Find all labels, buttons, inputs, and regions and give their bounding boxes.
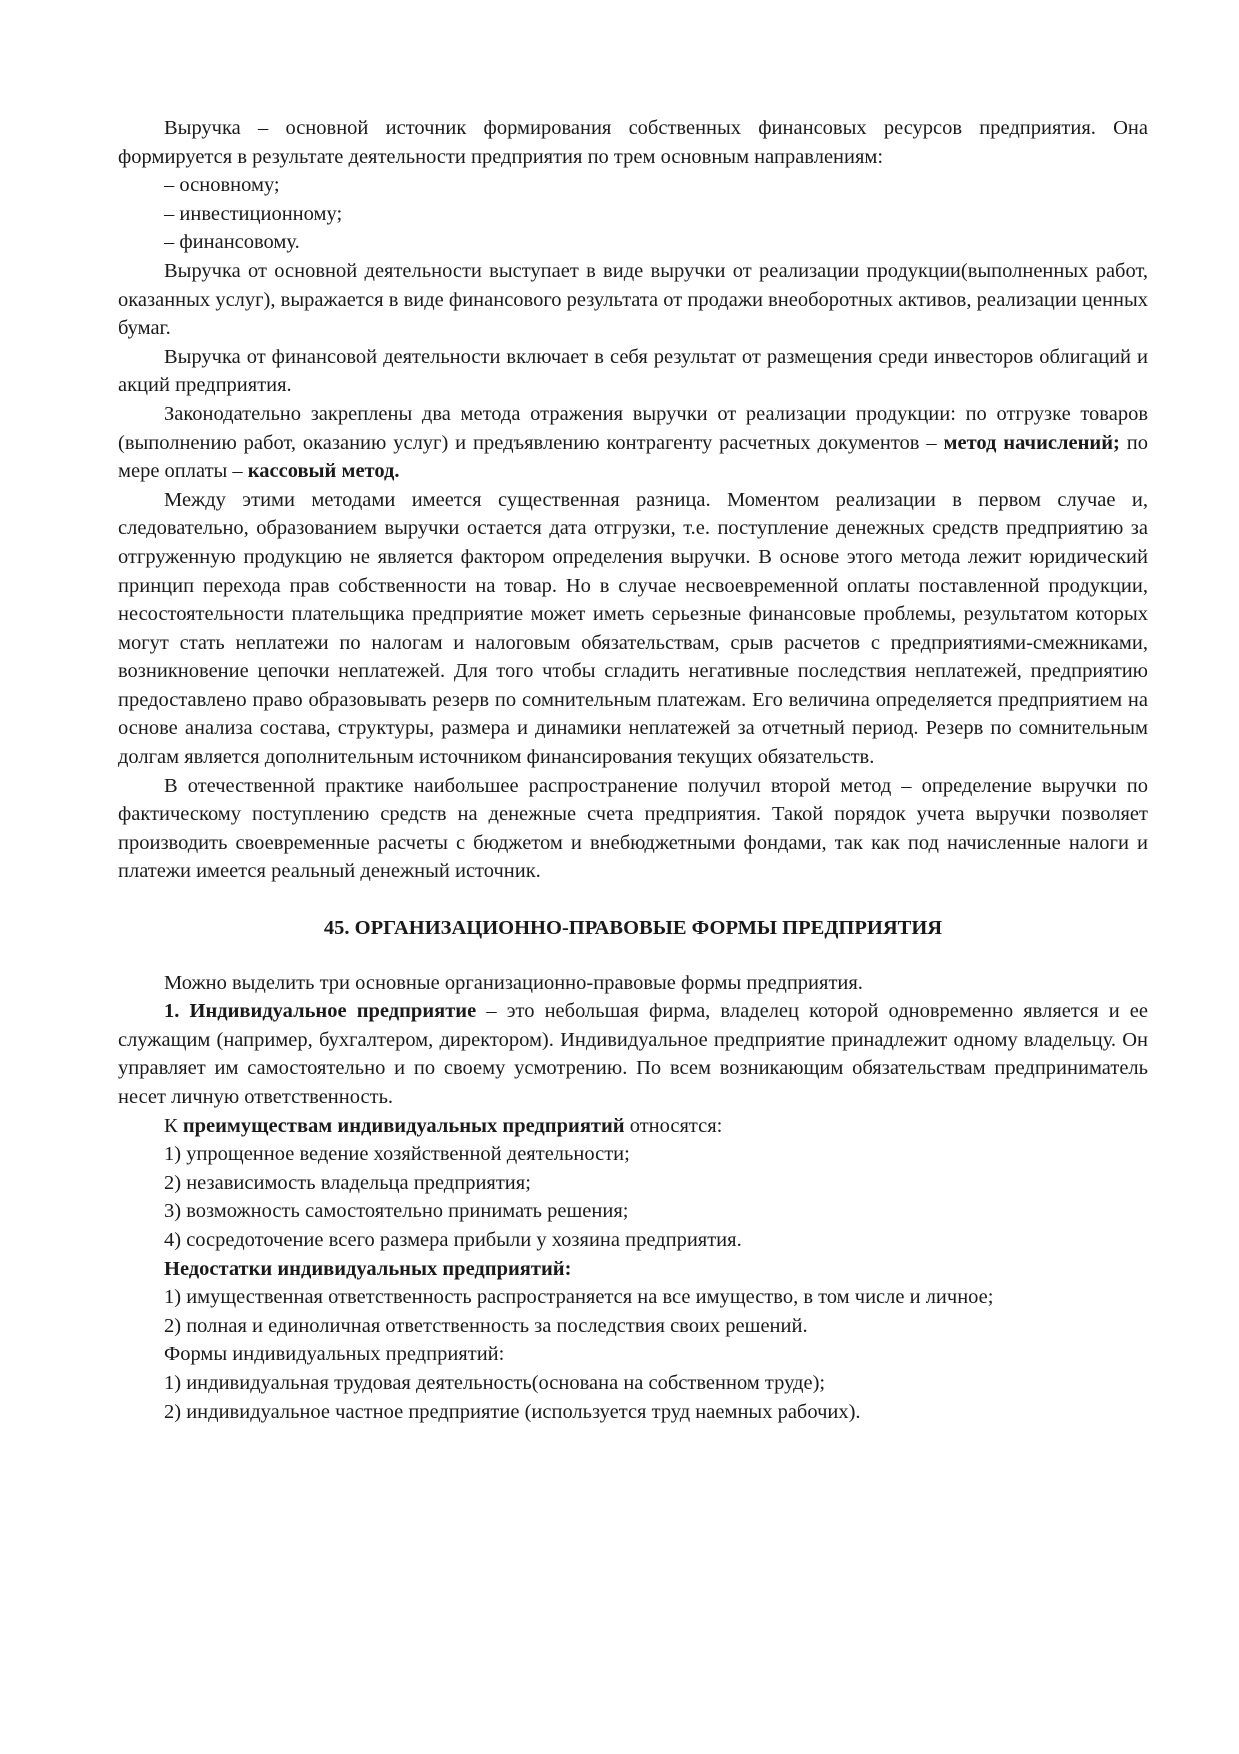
- disadvantage-item: 2) полная и единоличная ответственность за последствия своих решений.: [164, 1314, 808, 1337]
- disadvantages-heading: [118, 1255, 1148, 1284]
- disadvantages-term: Недостатки индивидуальных предприятий:: [164, 1257, 572, 1280]
- individual-enterprise-term: 1. Индивидуальное предприятие: [164, 1000, 477, 1023]
- advantages-term: преимуществам индивидуальных предприятий: [182, 1114, 625, 1137]
- advantages-prefix: К: [164, 1114, 183, 1137]
- methods-text-2: по мере оплаты –: [118, 431, 1149, 483]
- advantage-item: 1) упрощенное ведение хозяйственной деятельности;: [164, 1143, 630, 1166]
- paragraph-forms-intro: Можно выделить три основные организационно-правовые формы предприятия.: [164, 971, 863, 994]
- list-item-main: – основному;: [164, 174, 280, 197]
- document-page: [118, 114, 1148, 1426]
- paragraph-advantages-intro: [118, 1112, 1148, 1141]
- section-heading: 45. ОРГАНИЗАЦИОННО-ПРАВОВЫЕ ФОРМЫ ПРЕДПРИЯТИЯ: [323, 917, 943, 940]
- list-item-financial: – финансовому.: [164, 231, 300, 254]
- paragraph-individual-enterprise: [118, 997, 1148, 1111]
- advantage-item: 2) независимость владельца предприятия;: [164, 1171, 531, 1194]
- advantage-item: 3) возможность самостоятельно принимать решения;: [164, 1200, 629, 1223]
- accrual-method-term: метод начислений;: [943, 431, 1120, 454]
- methods-text-1: Законодательно закреплены два метода отражения выручки от реализации продукции: по отгрузке товаров (выполнению работ, оказанию услуг) и предъявлению контрагенту расчетных документов –: [118, 402, 1148, 454]
- paragraph-main-activity: Выручка от основной деятельности выступает в виде выручки от реализации продукции(выполненных работ, оказанных услуг), выражается в виде финансового результата от продажи внеоборотных активов, реализации ценных бумаг.: [118, 259, 1148, 340]
- paragraph-financial-activity: Выручка от финансовой деятельности включает в себя результат от размещения среди инвесторов облигаций и акций предприятия.: [118, 345, 1148, 397]
- paragraph-revenue-intro: Выручка – основной источник формирования собственных финансовых ресурсов предприятия. Она формируется в результате деятельности предприятия по трем основным направлениям:: [118, 117, 1148, 168]
- advantages-suffix: относятся:: [624, 1114, 723, 1137]
- form-item: 1) индивидуальная трудовая деятельность(основана на собственном труде);: [164, 1371, 826, 1394]
- individual-enterprise-text: – это небольшая фирма, владелец которой одновременно является и ее служащим (например, бухгалтером, директором). Индивидуальное предприятие принадлежит одному владельцу. Он управляет им самостоятельно и по своему усмотрению. По всем возникающим обязательствам предприниматель несет личную ответственность.: [118, 1000, 1148, 1108]
- disadvantage-item: 1) имущественная ответственность распространяется на все имущество, в том числе и личное;: [164, 1286, 994, 1309]
- advantage-item: 4) сосредоточение всего размера прибыли у хозяина предприятия.: [164, 1228, 742, 1251]
- paragraph-domestic-practice: В отечественной практике наибольшее распространение получил второй метод – определение выручки по фактическому поступлению средств на денежные счета предприятия. Такой порядок учета выручки позволяет производить своевременные расчеты с бюджетом и внебюджетными фондами, так как под начисленные налоги и платежи имеется реальный денежный источник.: [118, 774, 1148, 883]
- paragraph-methods: [118, 400, 1148, 486]
- forms-heading: Формы индивидуальных предприятий:: [164, 1343, 505, 1366]
- form-item: 2) индивидуальное частное предприятие (используется труд наемных рабочих).: [164, 1400, 861, 1423]
- paragraph-methods-difference: Между этими методами имеется существенная разница. Моментом реализации в первом случае и, следовательно, образованием выручки остается дата отгрузки, т.е. поступление денежных средств предприятию за отгруженную продукцию не является фактором определения выручки. В основе этого метода лежит юридический принцип перехода прав собственности на товар. Но в случае несвоевременной оплаты поставленной продукции, несостоятельности плательщика предприятие может иметь серьезные финансовые проблемы, результатом которых могут стать неплатежи по налогам и налоговым обязательствам, срыв расчетов с предприятиями-смежниками, возникновение цепочки неплатежей. Для того чтобы сгладить негативные последствия неплатежей, предприятию предоставлено право образовывать резерв по сомнительным платежам. Его величина определяется предприятием на основе анализа состава, структуры, размера и динамики неплатежей за отчетный период. Резерв по сомнительным долгам является дополнительным источником финансирования текущих обязательств.: [118, 488, 1148, 769]
- cash-method-term: кассовый метод.: [247, 460, 400, 483]
- list-item-investment: – инвестиционному;: [164, 202, 343, 225]
